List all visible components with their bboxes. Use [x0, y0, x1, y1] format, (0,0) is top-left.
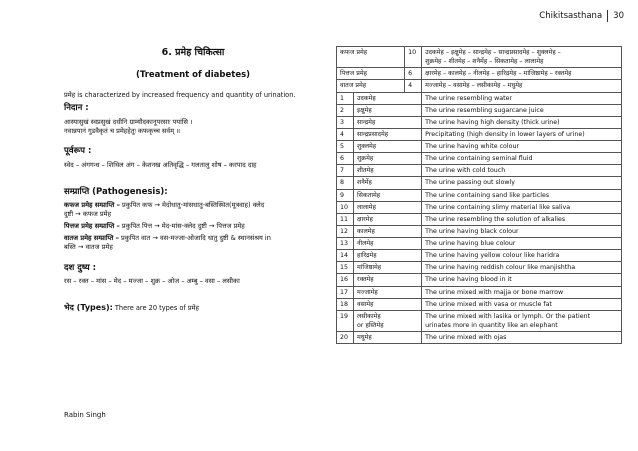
kaphaja-samprapti — [64, 201, 322, 210]
group-row — [337, 47, 622, 68]
group-count: 6 — [405, 68, 422, 80]
chapter-title: 6. प्रमेह चिकित्सा — [161, 47, 225, 58]
purvarupa-heading: पूर्वरूप : — [64, 146, 92, 157]
intro-text: प्रमेह is characterized by increased frequency and quantity of urination. — [64, 91, 296, 100]
table-row: 3 सान्द्रमेह The urine having high density (thick urine) — [337, 116, 622, 128]
vataja-text: प्रकुपित वात → वस-मज्जा-ओजादि धातु दुष्टी & स्थानसंश्रय in — [118, 233, 271, 242]
dushya-heading: दश दुष्य : — [64, 262, 97, 273]
samprapti-heading: सम्प्राप्ति (Pathogenesis): — [64, 186, 168, 197]
group-members: मज्जामेह – वसामेह – लसीकामेह – मधुमेह — [422, 80, 622, 92]
kaphaja-label: कफज प्रमेह सम्प्राप्ति – — [64, 201, 120, 210]
nidana-heading: निदान : — [64, 103, 89, 114]
table-row: 1 उदकमेह The urine resembling water — [337, 92, 622, 104]
bheda-text: There are 20 types of प्रमेह — [112, 304, 200, 313]
bheda-line — [64, 303, 322, 314]
table-row: 15 मांजिष्ठामेह The urine having reddish colour like manjishtha — [337, 262, 622, 274]
table-row: 19 लसीकामेह or हस्तिमेह The urine mixed with lasika or lymph. Or the patient urinates more in quantity like an elephant — [337, 310, 622, 331]
table-row: 4 सान्द्रप्रसादमेह Precipitating (high density in lower layers of urine) — [337, 128, 622, 140]
table-row: 16 रक्तमेह The urine having blood in it — [337, 274, 622, 286]
group-members: उदकमेह – इक्षुमेह – सान्द्रमेह – सान्द्रप्रसादमेह – शुक्लमेह – शुक्रमेह – शीतमेह – शनैर्मेह – सिकतामेह – लालामेह — [422, 47, 622, 68]
table-row: 2 इक्षुमेह The urine resembling sugarcane juice — [337, 104, 622, 116]
group-name: वातज प्रमेह — [337, 80, 405, 92]
vataja-label: वातज प्रमेह सम्प्राप्ति – — [64, 233, 119, 242]
table-row: 14 हारिद्रमेह The urine having yellow colour like haridra — [337, 250, 622, 262]
pittaja-samprapti — [64, 222, 322, 231]
table-row: 7 शीतमेह The urine with cold touch — [337, 165, 622, 177]
group-row — [337, 80, 622, 92]
dushya-text: रस – रक्त – मांस – मेद – मज्जा – शुक्र – ओज – अम्बु – वसा – लसीका — [64, 277, 240, 286]
group-members: क्षारमेह – कालमेह – नीलमेह – हारिद्रमेह – मांजिष्ठामेह – रक्तमेह — [422, 68, 622, 80]
table-row: 10 लालामेह The urine containing slimy material like saliva — [337, 201, 622, 213]
group-count: 4 — [405, 80, 422, 92]
pittaja-label: पित्तज प्रमेह सम्प्राप्ति – — [64, 222, 120, 231]
nidana-verse-line-1: आस्यासुखं स्वप्नसुखं दधीनि ग्राम्यौदकानूपरसाः पयांसि । — [64, 117, 193, 126]
purvarupa-text: स्वेद – अंगगन्ध – शिथिल अंग – केशनख अतिवृद्धि – गलतालु शोष – करपाद दाह — [64, 160, 257, 169]
pittaja-text: प्रकुपित पित्त → मेद-मांस-क्लेद दुष्टी → पित्तज प्रमेह — [119, 222, 245, 231]
table-row: 8 शनैर्मेह The urine passing out slowly — [337, 177, 622, 189]
bheda-label: भेद (Types): — [64, 303, 113, 313]
table-row: 13 नीलमेह The urine having blue colour — [337, 238, 622, 250]
group-count: 10 — [405, 47, 422, 68]
kaphaja-text: प्रकुपित कफ → मेदोधातु-मांसधातु-बस्तिस्थित(मूत्रवाह) क्लेद — [119, 201, 265, 210]
page-number: 30 — [613, 11, 624, 21]
table-row: 9 सिकतामेह The urine containing sand like particles — [337, 189, 622, 201]
header-divider — [607, 10, 608, 22]
section-name: Chikitsasthana — [539, 11, 603, 21]
table-row: 11 क्षारमेह The urine resembling the solution of alkalies — [337, 213, 622, 225]
table-row: 20 मधुमेह The urine mixed with ojas — [337, 332, 622, 344]
vataja-text-cont: बस्ति → वातज प्रमेह — [64, 242, 113, 251]
table-row: 6 शुक्रमेह The urine containing seminal fluid — [337, 153, 622, 165]
author-footer: Rabin Singh — [64, 411, 106, 419]
table-row: 12 कालमेह The urine having black colour — [337, 225, 622, 237]
group-name: कफज प्रमेह — [337, 47, 405, 68]
table-row: 17 मज्जामेह The urine mixed with majja or bone marrow — [337, 286, 622, 298]
kaphaja-text-cont: दुष्टी → कफज प्रमेह — [64, 210, 112, 219]
page-header — [539, 10, 624, 22]
table-row: 5 शुक्लमेह The urine having white colour — [337, 141, 622, 153]
group-row — [337, 68, 622, 80]
vataja-samprapti — [64, 234, 322, 243]
left-column — [64, 47, 322, 317]
group-name: पित्तज प्रमेह — [337, 68, 405, 80]
chapter-subtitle: (Treatment of diabetes) — [135, 69, 251, 80]
prameha-types-table — [336, 46, 622, 344]
nidana-verse-line-2: नवान्नपानं गुडवैकृतं च प्रमेहहेतुः कफकृच्च सर्वम् ॥ — [64, 126, 181, 135]
table-row: 18 वसामेह The urine mixed with vasa or muscle fat — [337, 298, 622, 310]
